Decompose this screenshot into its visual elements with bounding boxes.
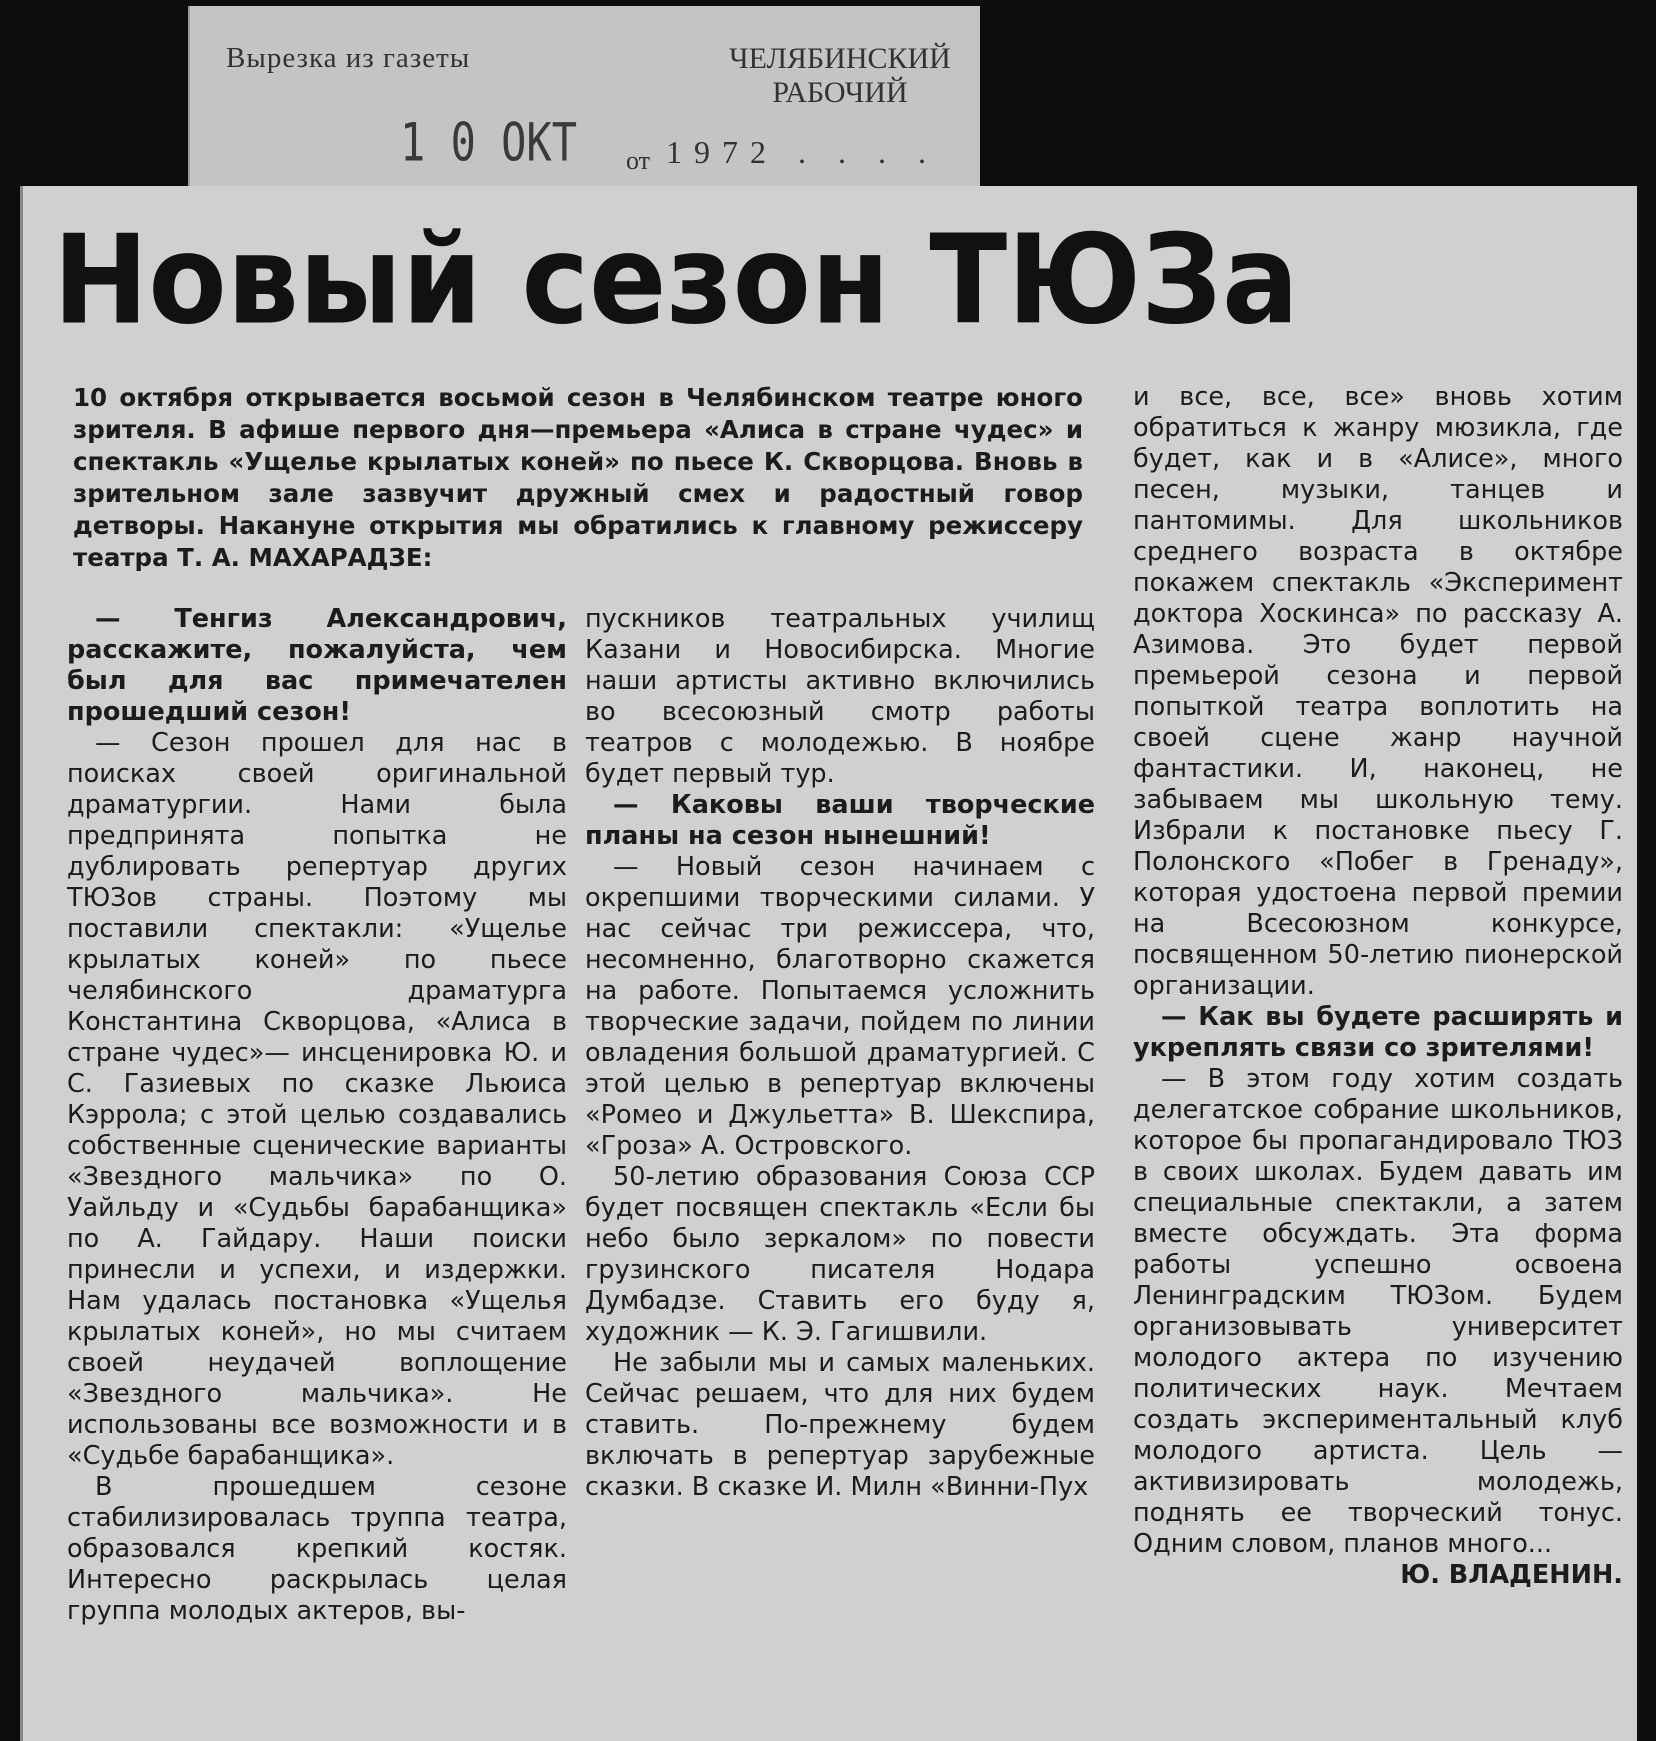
clipping-label: Вырезка из газеты (226, 42, 471, 74)
article-intro: 10 октября открывается восьмой сезон в Челябинском театре юного зрителя. В афише первого дня—премьера «Алиса в стране чудес» и спектакль «Ущелье крылатых коней» по пьесе К. Скворцова. Вновь в зрительном зале зазвучит дружный смех и радостный говор детворы. Накануне открытия мы обратились к главному режиссеру театра Т. А. МАХАРАДЗЕ: (73, 383, 1083, 572)
clipping-tag (188, 6, 980, 186)
article-paragraph: — Сезон прошел для нас в поисках своей оригинальной драматургии. Нами была предпринята попытка не дублировать репертуар других ТЮЗов страны. Поэтому мы поставили спектакли: «Ущелье крылатых коней» по пьесе челябинского драматурга Константина Скворцова, «Алиса в стране чудес»— инсценировка Ю. и С. Газиевых по сказке Льюиса Кэррола; с этой целью создавались собственные сценические варианты «Звездного мальчика» по О. Уайльду и «Судьбы барабанщика» по А. Гайдару. Наши поиски принесли и успехи, и издержки. Нам удалась постановка «Ущелья крылатых коней», но мы считаем своей неудачей воплощение «Звездного мальчика». Не использованы все возможности и в «Судьбе барабанщика». (67, 728, 567, 1471)
date-stamp: 1 0 ОКТ (400, 111, 578, 174)
article-column-2 (585, 604, 1095, 1503)
article-column-3 (1133, 382, 1623, 1591)
article-paragraph: — В этом году хотим создать делегатское собрание школьников, которое бы пропагандировало ТЮЗ в своих школах. Будем давать им специальные спектакли, а затем вместе обсуждать. Эта форма работы успешно освоена Ленинградским ТЮЗом. Будем организовывать университет молодого актера по изучению политических наук. Мечтаем создать экспериментальный клуб молодого артиста. Цель — активизировать молодежь, поднять ее творческий тонус. Одним словом, планов много... (1133, 1064, 1623, 1559)
article-column-1 (67, 604, 567, 1627)
article-paragraph: пускников театральных училищ Казани и Новосибирска. Многие наши артисты активно включились во всесоюзный смотр работы театров с молодежью. В ноябре будет первый тур. (585, 604, 1095, 789)
article-paragraph: Не забыли мы и самых маленьких. Сейчас решаем, что для них будем ставить. По-прежнему будем включать в репертуар зарубежные сказки. В сказке И. Милн «Винни-Пух (585, 1348, 1095, 1502)
article-paragraph: и все, все, все» вновь хотим обратиться к жанру мюзикла, где будет, как и в «Алисе», много песен, музыки, танцев и пантомимы. Для школьников среднего возраста в октябре покажем спектакль «Эксперимент доктора Хоскинса» по рассказу А. Азимова. Это будет первой премьерой сезона и первой попыткой театра воплотить на своей сцене жанр научной фантастики. И, наконец, не забываем мы школьную тему. Избрали к постановке пьесу Г. Полонского «Побег в Гренаду», которая удостоена первой премии на Всесоюзном конкурсе, посвященном 50-летию пионерской организации. (1133, 382, 1623, 1001)
newspaper-name-line1: ЧЕЛЯБИНСКИЙ (729, 42, 951, 75)
article-clipping (20, 186, 1637, 1741)
article-paragraph: В прошедшем сезоне стабилизировалась труппа театра, образовался крепкий костяк. Интересно раскрылась целая группа молодых актеров, вы- (67, 1472, 567, 1626)
date-from-label: от (626, 146, 651, 175)
interview-question: — Тенгиз Александрович, расскажите, пожалуйста, чем был для вас примечателен прошедший сезон! (67, 604, 567, 727)
date-year: 1972 . . . . (666, 134, 938, 170)
article-paragraph: 50-летию образования Союза ССР будет посвящен спектакль «Если бы небо было зеркалом» по повести грузинского писателя Нодара Думбадзе. Ставить его буду я, художник — К. Э. Гагишвили. (585, 1162, 1095, 1347)
interview-question: — Каковы ваши творческие планы на сезон нынешний! (585, 790, 1095, 851)
article-paragraph: — Новый сезон начинаем с окрепшими творческими силами. У нас сейчас три режиссера, что, несомненно, благотворно скажется на работе. Попытаемся усложнить творческие задачи, пойдем по линии овладения большой драматургией. С этой целью в репертуар включены «Ромео и Джульетта» В. Шекспира, «Гроза» А. Островского. (585, 852, 1095, 1161)
newspaper-name-line2: РАБОЧИЙ (772, 76, 908, 109)
author-signature: Ю. ВЛАДЕНИН. (1400, 1560, 1623, 1590)
article-headline: Новый сезон ТЮЗа (53, 207, 1299, 352)
newspaper-name (690, 42, 990, 110)
interview-question: — Как вы будете расширять и укреплять связи со зрителями! (1133, 1002, 1623, 1063)
